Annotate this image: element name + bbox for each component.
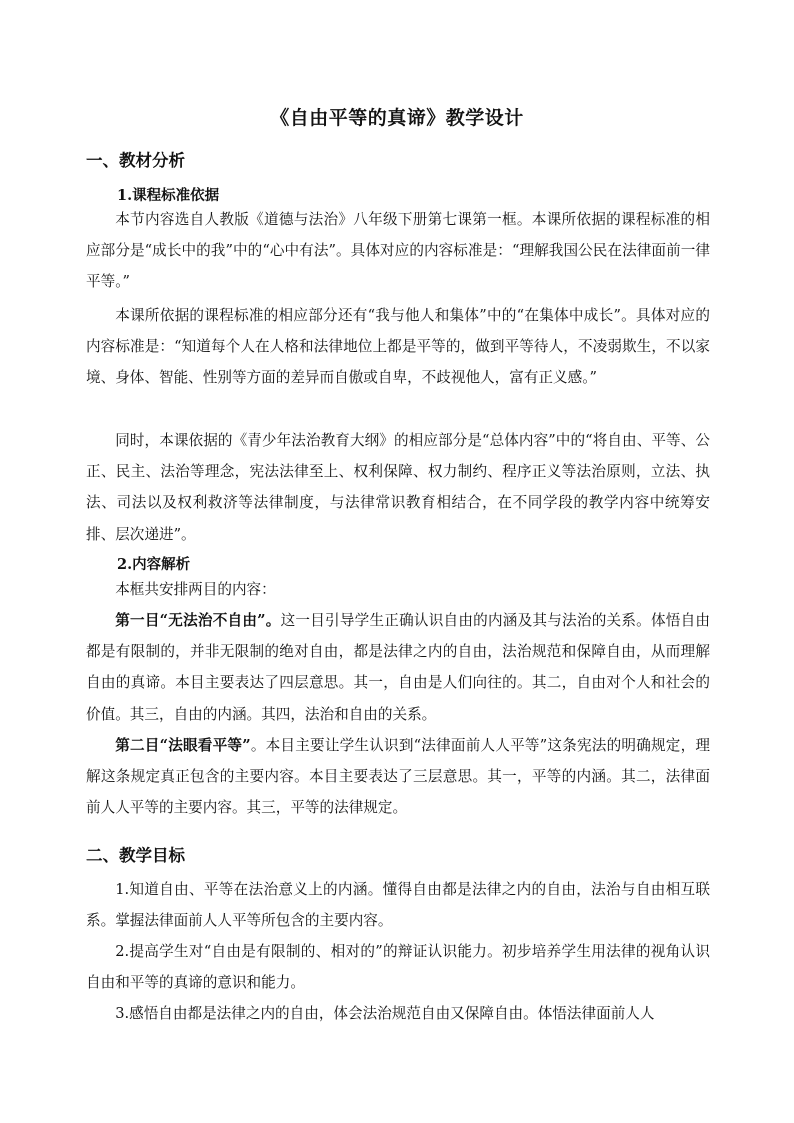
- section-one-body: 这一目引导学生正确认识自由的内涵及其与法治的关系。体悟自由都是有限制的，并非无限制的绝对自由，都是法律之内的自由，法治规范和保障自由，从而理解自由的真谛。本目主要表达了四层意思。其一，自由是人们向往的。其二，自由对个人和社会的价值。其三，自由的内涵。其四，法治和自由的关系。: [86, 612, 710, 723]
- page-title: 《自由平等的真谛》教学设计: [270, 107, 524, 129]
- section-two-body: 。本目主要让学生认识到“法律面前人人平等”这条宪法的明确规定，理解这条规定真正包含的主要内容。本目主要表达了三层意思。其一，平等的内涵。其二，法律面前人人平等的主要内容。其三，平等的法律规定。: [86, 737, 710, 817]
- paragraph-standards-1: 本节内容选自人教版《道德与法治》八年级下册第七课第一框。本课所依据的课程标准的相应部分是“成长中的我”中的“心中有法”。具体对应的内容标准是：“理解我国公民在法律面前一律平等。”: [86, 211, 710, 291]
- paragraph-section-one: [86, 605, 710, 730]
- paragraph-content-intro: 本框共安排两目的内容：: [115, 581, 276, 598]
- section-one-title: 第一目“无法治不自由”。: [115, 612, 281, 629]
- subheading-curriculum-standards: 1.课程标准依据: [117, 187, 220, 204]
- paragraph-section-two: [86, 730, 710, 824]
- paragraph-goal-1: 1.知道自由、平等在法治意义上的内涵。懂得自由都是法律之内的自由，法治与自由相互联系。掌握法律面前人人平等所包含的主要内容。: [86, 881, 710, 930]
- section-heading-teaching-goals: 二、教学目标: [86, 846, 185, 865]
- paragraph-standards-3: 同时，本课依据的《青少年法治教育大纲》的相应部分是“总体内容”中的“将自由、平等、公正、民主、法治等理念，宪法法律至上、权利保障、权力制约、程序正义等法治原则，立法、执法、司法以及权利救济等法律制度，与法律常识教育相结合，在不同学段的教学内容中统筹安排、层次递进”。: [86, 432, 710, 543]
- paragraph-goal-2: 2.提高学生对“自由是有限制的、相对的”的辩证认识能力。初步培养学生用法律的视角认识自由和平等的真谛的意识和能力。: [86, 943, 710, 992]
- section-two-title: 第二目“法眼看平等”: [115, 737, 251, 754]
- subheading-content-analysis: 2.内容解析: [117, 556, 191, 573]
- paragraph-standards-2: 本课所依据的课程标准的相应部分还有“我与他人和集体”中的“在集体中成长”。具体对应的内容标准是：“知道每个人在人格和法律地位上都是平等的，做到平等待人，不凌弱欺生，不以家境、身体、智能、性别等方面的差异而自傲或自卑，不歧视他人，富有正义感。”: [86, 307, 710, 387]
- section-heading-textbook-analysis: 一、教材分析: [86, 151, 185, 170]
- paragraph-goal-3: 3.感悟自由都是法律之内的自由，体会法治规范自由又保障自由。体悟法律面前人人: [115, 1005, 655, 1022]
